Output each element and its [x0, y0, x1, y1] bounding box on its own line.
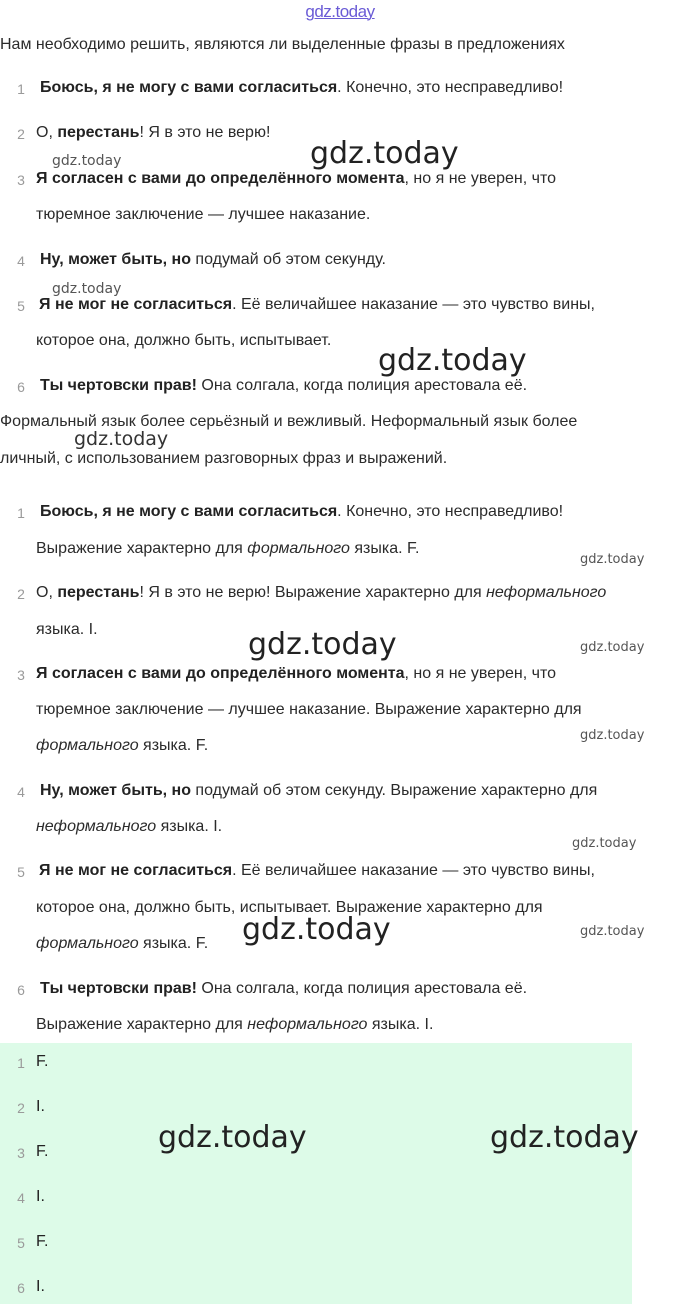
answer-value: I. [36, 1188, 45, 1205]
solution-item-1: Боюсь, я не могу с вами согласиться. Конечно, это несправедливо! [40, 503, 564, 520]
answer-value: F. [36, 1053, 49, 1070]
solution-item-2-verdict: языка. I. [36, 621, 98, 638]
task-intro: Нам необходимо решить, являются ли выделенные фразы в предложениях [0, 36, 565, 53]
answer-number: 6 [17, 1280, 25, 1296]
solution-item-2: О, перестань! Я в это не верю! Выражение характерно для неформального [36, 584, 607, 601]
task-item-5: Я не мог не согласиться. Её величайшее наказание — это чувство вины, [39, 296, 595, 313]
watermark: gdz.today [378, 343, 527, 378]
answer-value: F. [36, 1143, 49, 1160]
answers-panel [0, 1043, 632, 1304]
watermark: gdz.today [580, 640, 645, 655]
solution-item-5-cont: которое она, должно быть, испытывает. Выражение характерно для [36, 899, 543, 916]
answer-number: 4 [17, 1190, 25, 1206]
answer-number: 3 [17, 1145, 25, 1161]
solution-item-3-cont: тюремное заключение — лучшее наказание. Выражение характерно для [36, 701, 582, 718]
task-item-4: Ну, может быть, но подумай об этом секунду. [40, 251, 386, 268]
item-number: 6 [17, 982, 25, 998]
watermark: gdz.today [310, 136, 459, 171]
item-number: 3 [17, 667, 25, 683]
watermark: gdz.today [52, 281, 122, 297]
explanation-line-1: Формальный язык более серьёзный и вежливый. Неформальный язык более [0, 413, 578, 430]
watermark: gdz.today [490, 1120, 639, 1155]
answer-value: I. [36, 1098, 45, 1115]
task-item-3: Я согласен с вами до определённого момента, но я не уверен, что [36, 170, 557, 187]
answer-value: I. [36, 1278, 45, 1295]
watermark: gdz.today [580, 728, 645, 743]
watermark: gdz.today [580, 924, 645, 939]
answer-number: 1 [17, 1055, 25, 1071]
solution-item-6: Ты чертовски прав! Она солгала, когда полиция арестовала её. [40, 980, 528, 997]
watermark: gdz.today [74, 428, 169, 450]
task-item-2: О, перестань! Я в это не верю! [36, 124, 271, 141]
answer-number: 2 [17, 1100, 25, 1116]
watermark: gdz.today [52, 153, 122, 169]
solution-item-5-verdict: формального языка. F. [36, 935, 209, 952]
watermark: gdz.today [158, 1120, 307, 1155]
item-number: 2 [17, 586, 25, 602]
explanation-line-2: личный, с использованием разговорных фраз и выражений. [0, 450, 448, 467]
solution-item-3-verdict: формального языка. F. [36, 737, 209, 754]
task-item-3-cont: тюремное заключение — лучшее наказание. [36, 206, 371, 223]
solution-item-4: Ну, может быть, но подумай об этом секунду. Выражение характерно для [40, 782, 598, 799]
watermark: gdz.today [248, 627, 397, 662]
solution-item-6-verdict: Выражение характерно для неформального языка. I. [36, 1016, 434, 1033]
item-number: 1 [17, 505, 25, 521]
task-item-1: Боюсь, я не могу с вами согласиться. Конечно, это несправедливо! [40, 79, 564, 96]
item-number: 1 [17, 81, 25, 97]
item-number: 5 [17, 864, 25, 880]
item-number: 2 [17, 126, 25, 142]
item-number: 5 [17, 298, 25, 314]
answer-value: F. [36, 1233, 49, 1250]
watermark: gdz.today [572, 836, 637, 851]
answer-number: 5 [17, 1235, 25, 1251]
solution-item-5: Я не мог не согласиться. Её величайшее наказание — это чувство вины, [39, 862, 595, 879]
site-logo[interactable]: gdz.today [305, 2, 375, 21]
solution-item-1-verdict: Выражение характерно для формального языка. F. [36, 540, 420, 557]
item-number: 4 [17, 784, 25, 800]
task-item-6: Ты чертовски прав! Она солгала, когда полиция арестовала её. [40, 377, 528, 394]
task-item-5-cont: которое она, должно быть, испытывает. [36, 332, 332, 349]
watermark: gdz.today [242, 912, 391, 947]
solution-item-3: Я согласен с вами до определённого момента, но я не уверен, что [36, 665, 557, 682]
item-number: 4 [17, 253, 25, 269]
solution-item-4-verdict: неформального языка. I. [36, 818, 223, 835]
item-number: 6 [17, 379, 25, 395]
watermark: gdz.today [580, 552, 645, 567]
item-number: 3 [17, 172, 25, 188]
